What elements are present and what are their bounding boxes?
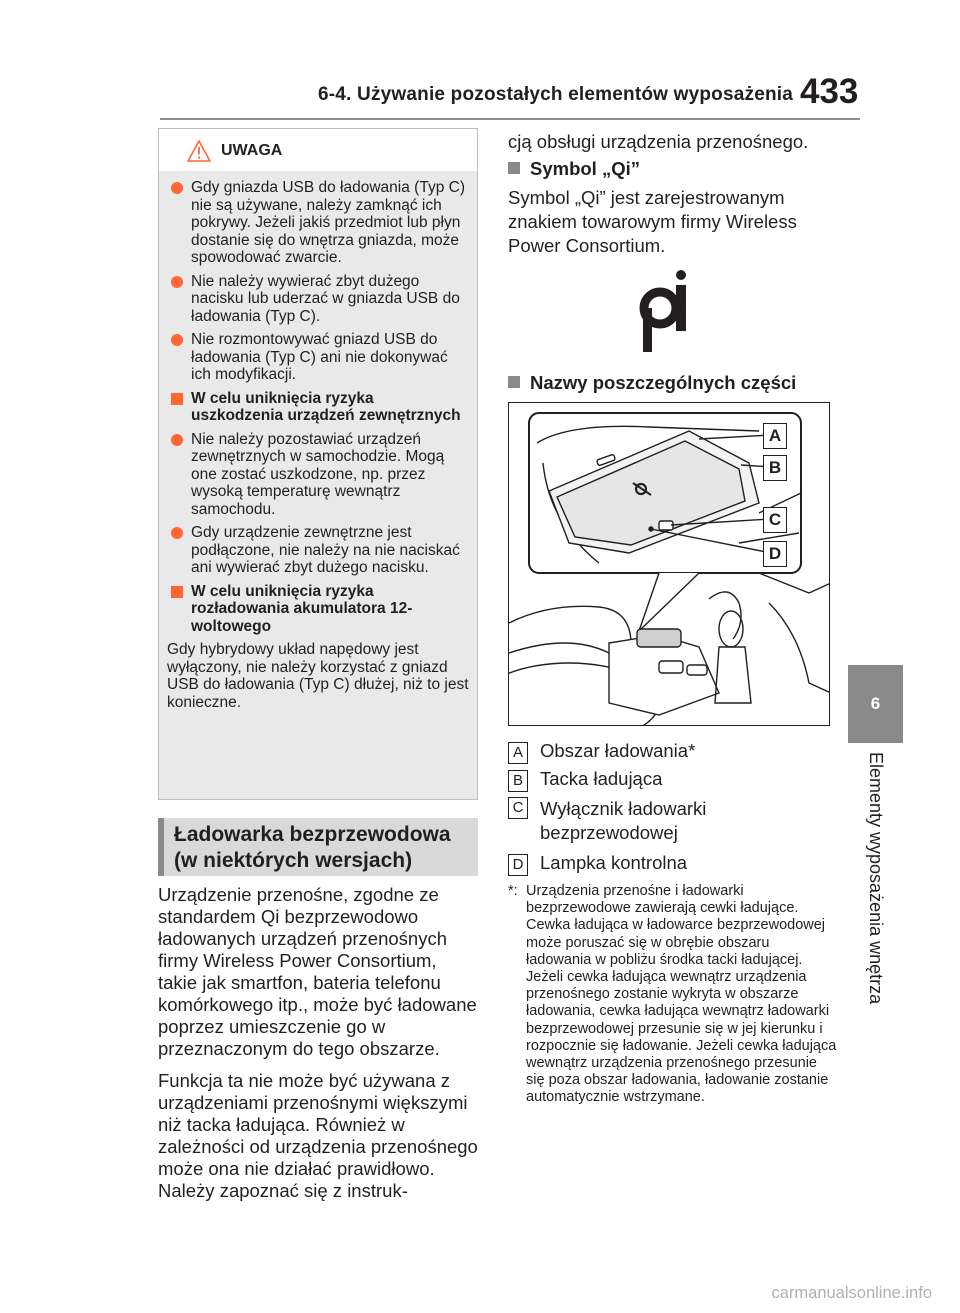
callout-label-b: B (763, 455, 787, 481)
caution-bullet: Nie należy wywierać zbyt dużego nacisku lub uderzać w gniazda USB do ładowania (Typ C). (167, 273, 469, 326)
charger-illustration (508, 402, 830, 726)
bullet-dot-icon (171, 334, 183, 346)
watermark: carmanualsonline.info (771, 1284, 932, 1302)
legend-key: A (508, 742, 528, 764)
square-bullet-icon (508, 162, 520, 174)
footnote (508, 883, 838, 1107)
qi-logo-icon (638, 268, 698, 352)
section-title-line2: (w niektórych wersjach) (174, 849, 413, 872)
callout-label-d: D (763, 541, 787, 567)
caution-subheading: W celu uniknięcia ryzyka uszkodzenia urządzeń zewnętrznych (167, 390, 469, 425)
square-bullet-icon (171, 586, 183, 598)
caution-bullet: Gdy urządzenie zewnętrzne jest podłączone, nie należy na nie naciskać ani wywierać zbyt dużego nacisku. (167, 524, 469, 577)
caution-title: UWAGA (221, 142, 283, 159)
callout-label-a: A (763, 423, 787, 449)
page-number: 433 (800, 72, 859, 111)
caution-subheading: W celu uniknięcia ryzyka rozładowania akumulatora 12-woltowego (167, 583, 469, 636)
caution-bullet: Nie rozmontowywać gniazd USB do ładowania (Typ C) ani nie dokonywać ich modyfikacji. (167, 331, 469, 384)
warning-triangle-icon (187, 140, 211, 162)
body-paragraph: Funkcja ta nie może być używana z urządzeniami przenośnymi większymi niż tacka ładująca. Również w zależności od urządzenia przenośnego może ona nie działać prawidłowo. Należy zapoznać się z instruk- (158, 1070, 478, 1201)
callout-label-c: C (763, 507, 787, 533)
square-bullet-icon (171, 393, 183, 405)
legend-item: D Lampka kontrolna (508, 851, 687, 876)
section-heading (158, 818, 478, 876)
legend-key: D (508, 854, 528, 876)
caution-bullet: Nie należy pozostawiać urządzeń zewnętrznych w samochodzie. Mogą one zostać uszkodzone, np. przez wysoką temperaturę wewnątrz samochodu. (167, 431, 469, 519)
caution-bullet: Gdy gniazda USB do ładowania (Typ C) nie są używane, należy zamknąć ich pokrywy. Jeżeli jakiś przedmiot lub płyn dostanie się do wnętrza gniazda, może spowodować zwarcie. (167, 179, 469, 267)
body-paragraph: Urządzenie przenośne, zgodne ze standardem Qi bezprzewodowo ładowanych urządzeń przenośnych firmy Wireless Power Consortium, takie jak smartfon, bateria telefonu komórkowego itp., może być ładowane poprzez umieszczenie go w przeznaczonym do tego obszarze. (158, 884, 477, 1059)
footnote-mark: *: (508, 883, 518, 899)
legend-key: C (508, 797, 528, 819)
running-header: 6-4. Używanie pozostałych elementów wyposażenia (318, 84, 794, 105)
legend-item: C Wyłącznik ładowarki bezprzewodowej (508, 797, 808, 845)
section-title-line1: Ładowarka bezprzewodowa (174, 823, 451, 846)
legend-item: B Tacka ładująca (508, 767, 662, 792)
symbol-text: Symbol „Qi” jest zarejestrowanym znakiem towarowym firmy Wireless Power Consortium. (508, 187, 797, 256)
caution-box (158, 128, 478, 800)
square-bullet-icon (508, 376, 520, 388)
legend-item: A Obszar ładowania* (508, 739, 695, 764)
header-divider (160, 118, 860, 120)
continuation-text: cją obsługi urządzenia przenośnego. (508, 131, 809, 152)
bullet-dot-icon (171, 527, 183, 539)
caution-text: Gdy hybrydowy układ napędowy jest wyłączony, nie należy korzystać z gniazd USB do ładowania (Typ C) dłużej, niż to jest konieczne. (167, 641, 469, 711)
symbol-heading: Symbol „Qi” (508, 158, 640, 180)
caution-body (159, 171, 477, 799)
legend-key: B (508, 770, 528, 792)
chapter-title: Elementy wyposażenia wnętrza (866, 752, 886, 1005)
footnote-text: Urządzenia przenośne i ładowarki bezprzewodowe zawierają cewki ładujące. Cewka ładująca w ładowarce bezprzewodowej może poruszać się w obrębie obszaru ładowania w pobliżu środka tacki ładującej. Jeżeli cewka ładująca wewnątrz urządzenia przenośnego zostanie wykryta w obszarze ładowania, cewka ładująca wewnątrz ładowarki bezprzewodowej przesunie się w jej kierunku i rozpocznie się ładowanie. Jeżeli cewka ładująca wewnątrz urządzenia przenośnego przesunie się poza obszar ładowania, ładowanie zostanie automatycznie wstrzymane. (526, 883, 837, 1106)
caution-header (159, 129, 477, 171)
bullet-dot-icon (171, 182, 183, 194)
parts-heading: Nazwy poszczególnych części (508, 372, 796, 394)
bullet-dot-icon (171, 276, 183, 288)
chapter-tab: 6 (848, 665, 903, 743)
bullet-dot-icon (171, 434, 183, 446)
